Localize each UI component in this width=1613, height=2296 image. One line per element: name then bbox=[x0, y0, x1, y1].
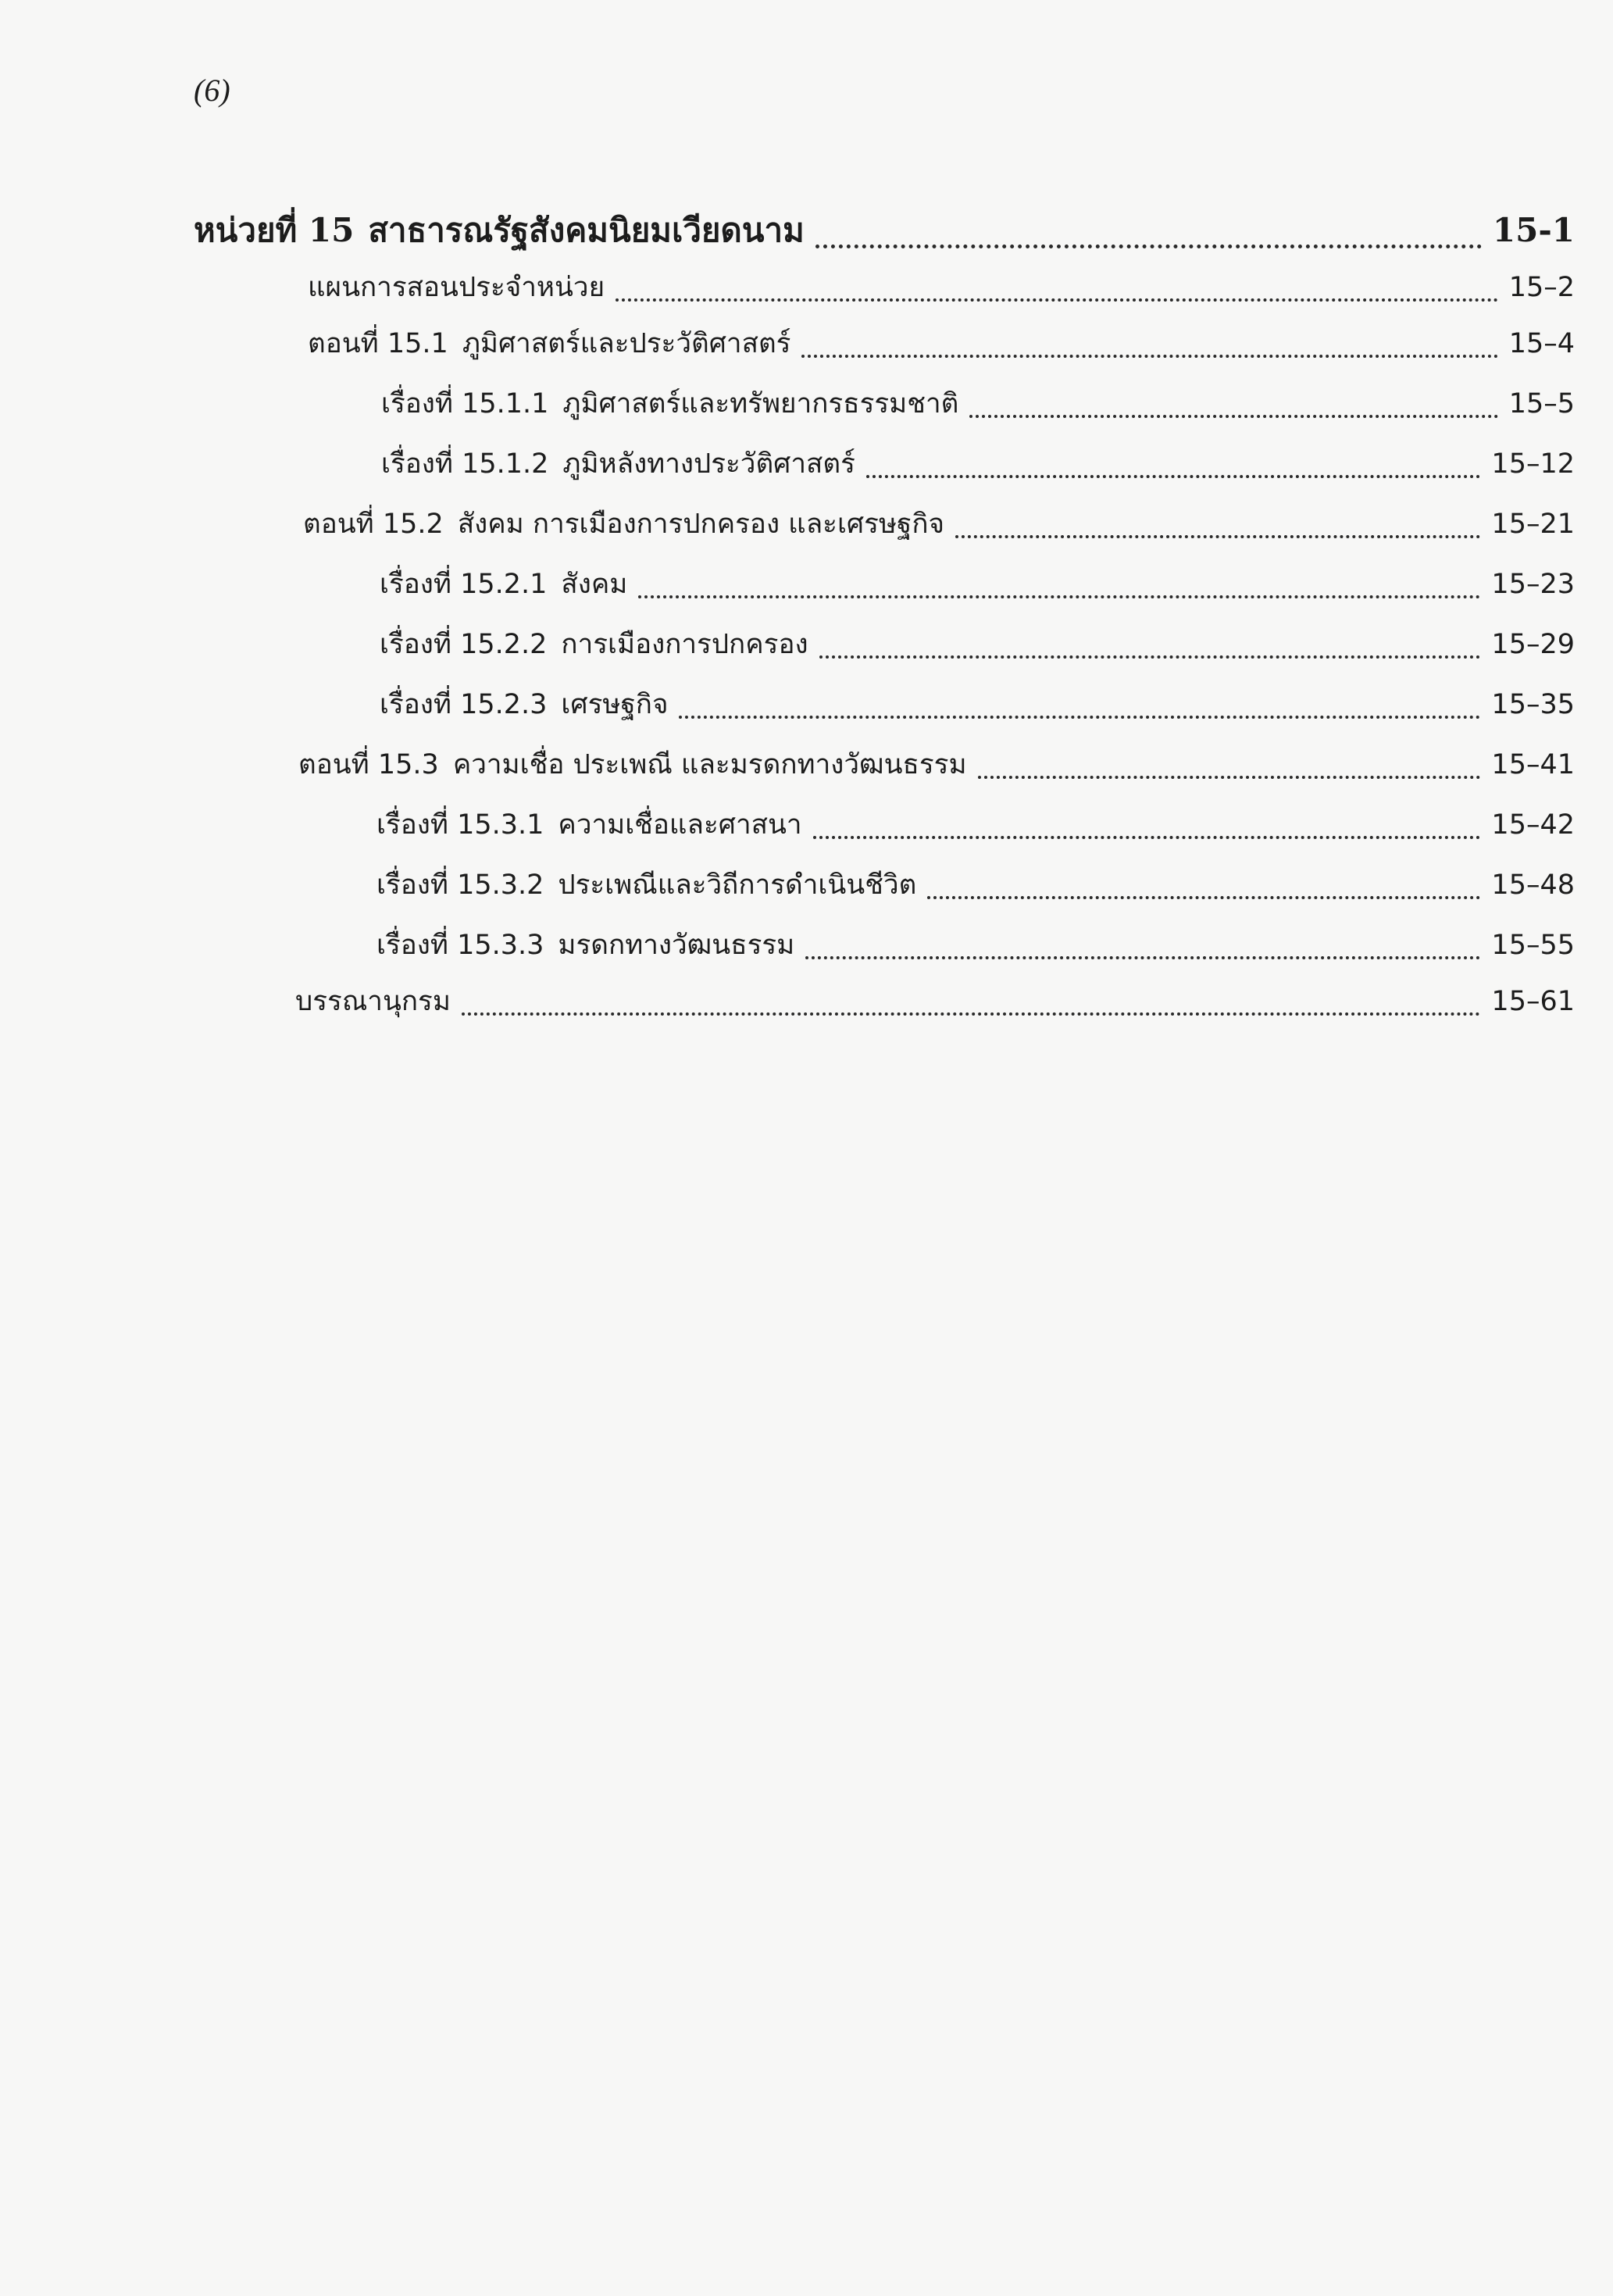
entry-title: สังคม การเมืองการปกครอง และเศรษฐกิจ bbox=[457, 509, 945, 540]
entry-title: ภูมิศาสตร์และประวัติศาสตร์ bbox=[462, 328, 791, 359]
entry-title: การเมืองการปกครอง bbox=[561, 629, 808, 660]
unit-number: หน่วยที่ 15 bbox=[194, 211, 355, 249]
dot-leader bbox=[813, 836, 1481, 839]
dot-leader bbox=[969, 415, 1497, 418]
dot-leader bbox=[955, 535, 1480, 538]
entry-number: เรื่องที่ 15.3.3 bbox=[376, 930, 544, 961]
entry-title: ภูมิศาสตร์และทรัพยากรธรรมชาติ bbox=[562, 388, 959, 420]
page-number: (6) bbox=[194, 73, 230, 108]
entry-number: เรื่องที่ 15.2.2 bbox=[380, 629, 548, 660]
toc-entry-section bbox=[308, 322, 1575, 365]
entry-number: ตอนที่ 15.1 bbox=[308, 328, 448, 359]
dot-leader bbox=[616, 298, 1498, 302]
entry-number: ตอนที่ 15.2 bbox=[303, 509, 444, 540]
unit-title: สาธารณรัฐสังคมนิยมเวียดนาม bbox=[368, 211, 805, 249]
unit-page: 15-1 bbox=[1492, 211, 1575, 249]
entry-title: บรรณานุกรม bbox=[295, 986, 451, 1017]
dot-leader bbox=[805, 956, 1480, 959]
entry-number: เรื่องที่ 15.2.1 bbox=[380, 569, 548, 600]
entry-number: เรื่องที่ 15.1.2 bbox=[381, 448, 549, 480]
entry-number: ตอนที่ 15.3 bbox=[298, 749, 439, 780]
entry-page: 15–29 bbox=[1491, 629, 1575, 660]
entry-page: 15–48 bbox=[1491, 869, 1575, 901]
dot-leader bbox=[866, 475, 1480, 478]
entry-title: ความเชื่อและศาสนา bbox=[558, 809, 802, 841]
dot-leader bbox=[819, 655, 1481, 659]
entry-page: 15–55 bbox=[1491, 930, 1575, 961]
entry-page: 15–42 bbox=[1491, 809, 1575, 841]
entry-page: 15–5 bbox=[1508, 388, 1575, 420]
entry-page: 15–4 bbox=[1508, 328, 1575, 359]
toc-entry-lesson-plan bbox=[308, 266, 1575, 309]
entry-title: แผนการสอนประจำหน่วย bbox=[308, 272, 605, 303]
toc-unit-heading bbox=[194, 205, 1575, 256]
entry-page: 15–41 bbox=[1491, 749, 1575, 780]
entry-title: ภูมิหลังทางประวัติศาสตร์ bbox=[562, 448, 855, 480]
toc-entry-subsection bbox=[380, 623, 1575, 666]
toc-entry-section bbox=[303, 502, 1575, 545]
entry-page: 15–21 bbox=[1491, 509, 1575, 540]
entry-title: ความเชื่อ ประเพณี และมรดกทางวัฒนธรรม bbox=[452, 749, 967, 780]
dot-leader bbox=[801, 355, 1497, 358]
entry-title: เศรษฐกิจ bbox=[561, 689, 669, 720]
entry-number: เรื่องที่ 15.3.1 bbox=[376, 809, 544, 841]
toc-entry-section bbox=[298, 743, 1575, 786]
toc-entry-subsection bbox=[381, 442, 1575, 485]
entry-page: 15–12 bbox=[1491, 448, 1575, 480]
entry-title: ประเพณีและวิถีการดำเนินชีวิต bbox=[558, 869, 917, 901]
dot-leader bbox=[462, 1012, 1480, 1016]
entry-page: 15–35 bbox=[1491, 689, 1575, 720]
entry-page: 15–2 bbox=[1508, 272, 1575, 303]
toc-entry-subsection bbox=[380, 683, 1575, 726]
dot-leader bbox=[815, 245, 1482, 248]
toc-entry-subsection bbox=[376, 803, 1575, 846]
entry-number: เรื่องที่ 15.3.2 bbox=[376, 869, 544, 901]
entry-title: มรดกทางวัฒนธรรม bbox=[558, 930, 795, 961]
toc-entry-bibliography bbox=[295, 980, 1575, 1023]
toc-entry-subsection bbox=[381, 382, 1575, 425]
toc-entry-subsection bbox=[376, 923, 1575, 966]
entry-title: สังคม bbox=[561, 569, 628, 600]
entry-number: เรื่องที่ 15.1.1 bbox=[381, 388, 549, 420]
entry-number: เรื่องที่ 15.2.3 bbox=[380, 689, 548, 720]
dot-leader bbox=[679, 716, 1480, 719]
dot-leader bbox=[638, 595, 1480, 598]
toc-entry-subsection bbox=[376, 863, 1575, 906]
entry-page: 15–23 bbox=[1491, 569, 1575, 600]
dot-leader bbox=[927, 896, 1480, 899]
toc-entry-subsection bbox=[380, 562, 1575, 605]
entry-page: 15–61 bbox=[1491, 986, 1575, 1017]
dot-leader bbox=[978, 776, 1481, 779]
